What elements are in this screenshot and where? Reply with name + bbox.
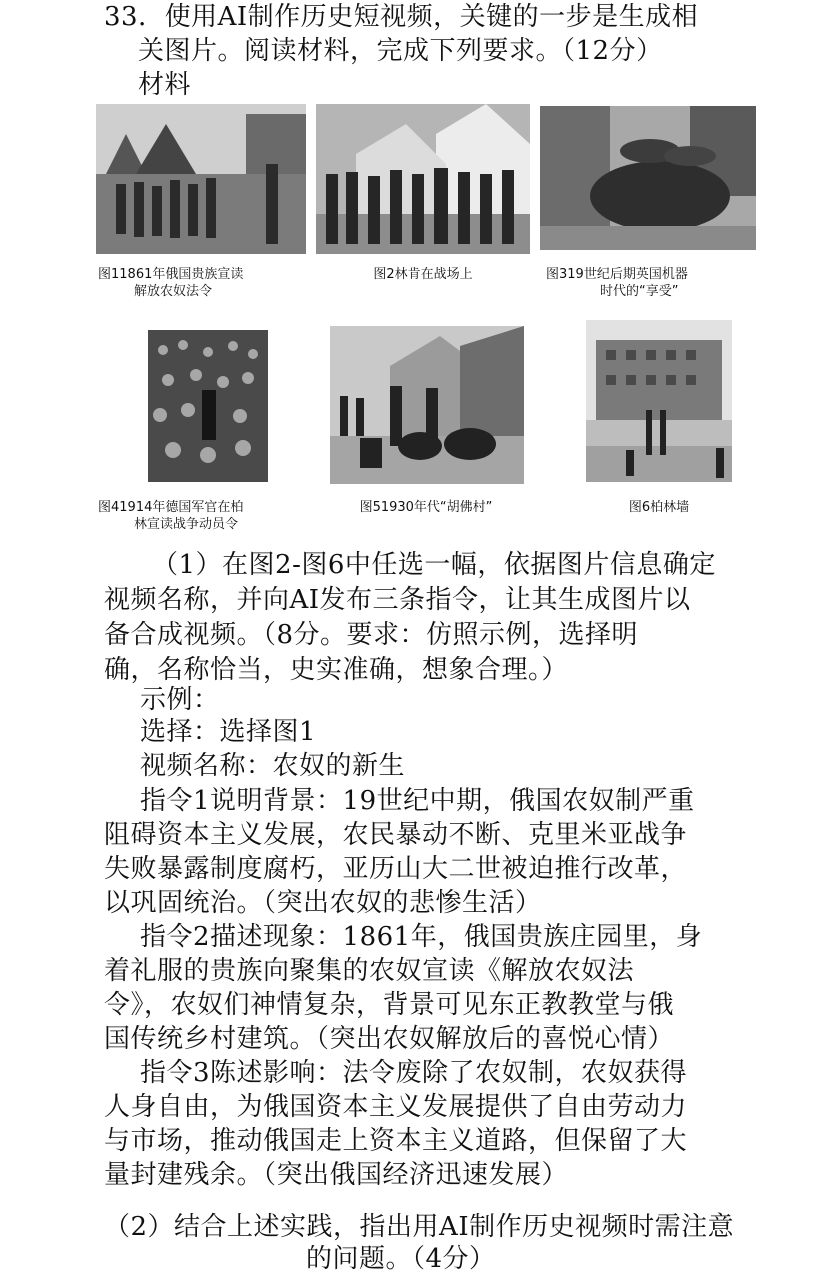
figure-6-image [586,320,732,482]
instruction-1-line-4: 以巩固统治。（突出农奴的悲惨生活） [104,888,542,918]
part1-line-2: 视频名称，并向AI发布三条指令，让其生成图片以 [104,585,691,615]
instruction-1-line-3: 失败暴露制度腐朽，亚历山大二世被迫推行改革， [104,854,688,884]
instruction-1-line-2: 阻碍资本主义发展，农民暴动不断、克里米亚战争 [104,820,688,850]
figure-5-caption: 图51930年代“胡佛村” [359,500,493,515]
instruction-2-line-2: 着礼服的贵族向聚集的农奴宣读《解放农奴法 [104,956,635,986]
figure-1-caption-line-2: 解放农奴法令 [134,284,213,299]
question-title-line-1: 33．使用AI制作历史短视频，关键的一步是生成相 [104,2,699,32]
material-label: 材料 [138,70,192,100]
part1-line-1: （1）在图2-图6中任选一幅，依据图片信息确定 [152,550,716,580]
figure-6-caption: 图6柏林墙 [628,500,690,515]
figure-4-caption-line-2: 林宣读战争动员令 [134,517,239,532]
part2-line-1: （2）结合上述实践，指出用AI制作历史视频时需注意 [104,1212,735,1242]
figure-4-caption-line-1: 图41914年德国军官在柏 [98,500,244,515]
figure-3-caption-line-2: 时代的“享受” [600,284,679,299]
instruction-3-line-4: 量封建残余。（突出俄国经济迅速发展） [104,1160,569,1190]
part2-line-2: 的问题。（4分） [306,1244,496,1274]
example-selection: 选择：选择图1 [140,717,317,747]
figure-2-image [316,104,530,254]
figure-5-image [330,326,524,484]
instruction-2-line-1: 指令2描述现象：1861年，俄国贵族庄园里，身 [140,922,703,952]
example-video-name: 视频名称：农奴的新生 [140,751,406,781]
figure-1-caption-line-1: 图11861年俄国贵族宣读 [98,267,244,282]
instruction-2-line-4: 国传统乡村建筑。（突出农奴解放后的喜悦心情） [104,1024,675,1054]
part1-line-3: 备合成视频。（8分。要求：仿照示例，选择明 [104,620,639,650]
question-title-line-2: 关图片。阅读材料，完成下列要求。（12分） [138,36,663,66]
figure-2-caption: 图2林肯在战场上 [373,267,473,282]
figure-3-image [540,106,756,250]
instruction-3-line-2: 人身自由，为俄国资本主义发展提供了自由劳动力 [104,1092,688,1122]
instruction-2-line-3: 令》，农奴们神情复杂，背景可见东正教教堂与俄 [104,990,675,1020]
instruction-3-line-3: 与市场，推动俄国走上资本主义道路，但保留了大 [104,1126,688,1156]
instruction-1-line-1: 指令1说明背景：19世纪中期，俄国农奴制严重 [140,786,695,816]
example-label: 示例： [140,685,220,715]
instruction-3-line-1: 指令3陈述影响：法令废除了农奴制，农奴获得 [140,1058,688,1088]
figure-4-image [148,330,268,482]
part1-line-4: 确，名称恰当，史实准确，想象合理。） [104,655,569,685]
figure-3-caption-line-1: 图319世纪后期英国机器 [546,267,688,282]
figure-1-image [96,104,306,254]
